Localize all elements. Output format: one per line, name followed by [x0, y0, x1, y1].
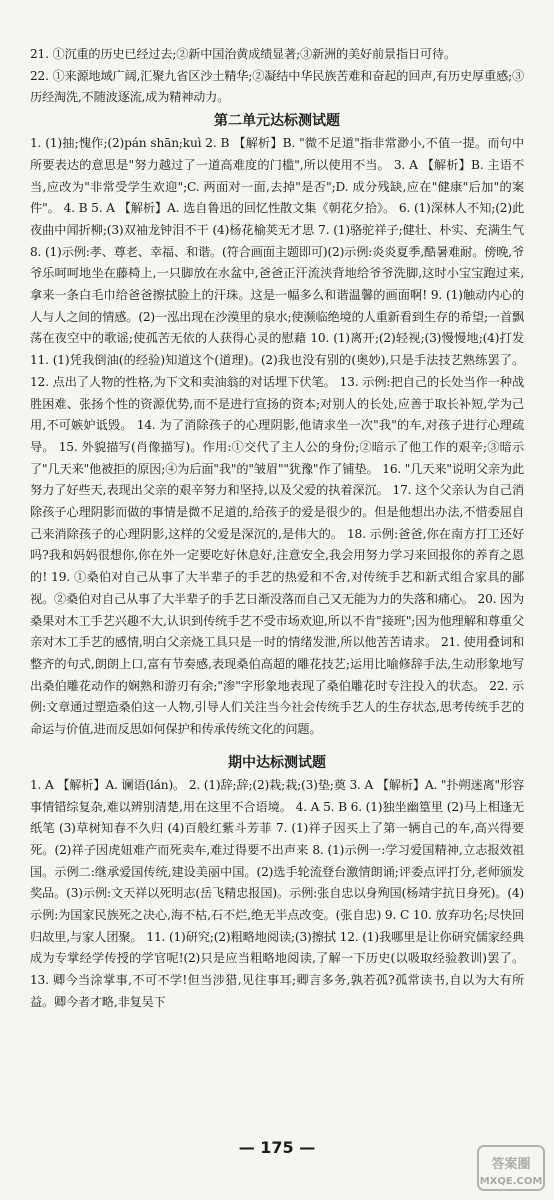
site-watermark-logo — [476, 1144, 546, 1192]
midterm-answers: 1. A 【解析】A. 谰语(lán)。 2. (1)辞;辞;(2)栽;栽;(3)垫;奠 3. A 【解析】A. "扑朔迷离"形容事情错综复杂,难以辨别清楚,用在这里不合语境。 4. A 5. B 6. (1)独坐幽篁里 (2)马上相逢无纸笔 (3)草树知春不久归 (4)百般红紫斗芳菲 7. (1)祥子因买上了第一辆自己的车,高兴得要死。(2)祥子因虎妞难产而死卖车,难过得要不出声来 8. (1)示例一:学习爱国精神,立志报效祖国。示例二:继承爱国传统,建设美丽中国。(2)选手轮流登台激情朗诵;评委点评打分,老师颁发奖品。(3)示例:文天祥以死明志(岳飞精忠报国)。示例:张自忠以身殉国(杨靖宇抗日身死)。(4)示例:为国家民族死之决心,海不枯,石不烂,绝无半点改变。(张自忠) 9. C 10. 放弃功名;尽快回归故里,与家人团聚。 11. (1)研究;(2)粗略地阅读;(3)擦拭 12. (1)我哪里是让你研究儒家经典成为专掌经学传授的学官呢!(2)只是应当粗略地阅读,了解一下历史(以吸取经验教训)罢了。 13. 卿今当涂掌事,不可不学!但当涉猎,见往事耳;卿言多务,孰若孤?孤常读书,自以为大有所益。卿今者才略,非复吴下 — [30, 777, 524, 1009]
answer-22: 22. ①来源地域广阔,汇聚九省区沙土精华;②凝结中华民族苦难和奋起的回声,有历史厚重感;③历经淘洗,不随波逐流,成为精神动力。 — [30, 68, 524, 105]
section-heading-midterm: 期中达标测试题 — [228, 754, 326, 771]
svg-text:答案圈: 答案圈 — [491, 1157, 531, 1172]
answer-21: 21. ①沉重的历史已经过去;②新中国治黄成绩显著;③新洲的美好前景指日可待。 — [30, 47, 456, 61]
section-heading-unit2: 第二单元达标测试题 — [214, 113, 340, 130]
unit2-answers: 1. (1)抽;愧作;(2)pán shān;kuì 2. B 【解析】B. "微不足道"指非常渺小,不值一提。而句中所要表达的意思是"努力越过了一道高难度的门槛",所以使用不当。 3. A 【解析】B. 主语不当,应改为"非常受学生欢迎";C. 两面对一面,去掉"是否";D. 成分残缺,应在"健康"后加"的案件"。 4. B 5. A 【解析】A. 选自鲁迅的回忆性散文集《朝花夕拾》。 6. (1)深林人不知;(2)此夜曲中闻折柳;(3)双袖龙钟泪不干 (4)杨花榆荚无才思 7. (1)骆驼祥子;健壮、朴实、充满生气 8. (1)示例:孝、尊老、幸福、和谐。(符合画面主题即可)(2)示例:炎炎夏季,酷暑难耐。傍晚,爷爷乐呵呵地坐在藤椅上,一只脚放在水盆中,爸爸正汗流浃背地给爷爷洗脚,这时小宝宝跑过来,拿来一条白毛巾给爸爸擦拭脸上的汗珠。这是一幅多么和谐温馨的画面啊! 9. (1)触动内心的人与人之间的情感。(2)一泓出现在沙漠里的泉水;使濒临绝境的人重新看到生存的希望;一首飘荡在夜空中的歌谣;使孤苦无依的人获得心灵的慰藉 10. (1)离开;(2)轻视;(3)慢慢地;(4)打发 11. (1)凭我倒油(的经验)知道这个(道理)。(2)我也没有别的(奥妙),只是手法技艺熟练罢了。 12. 点出了人物的性格,为下文和卖油翁的对话埋下伏笔。 13. 示例:把自己的长处当作一种战胜困难、张扬个性的资源优势,而不是进行宣扬的资本;对别人的长处,应善于取长补短,学为己用,不可嫉妒诋毁。 14. 为了消除孩子的心理阴影,他请求坐一次"我"的车,对孩子进行心理疏导。 15. 外貌描写(肖像描写)。作用:①交代了主人公的身份;②暗示了他工作的艰辛;③暗示了"几天来"他被拒的原因;④为后面"我"的"皱眉""犹豫"作了铺垫。 16. "几天来"说明父亲为此努力了好些天,表现出父亲的艰辛努力和坚持,以及父爱的执着深沉。 17. 这个父亲认为自己消除孩子心理阴影而做的事情是微不足道的,给孩子的爱是很少的。但是他想出办法,不惜委屈自己来消除孩子的心理阴影,这样的父爱是深沉的,是伟大的。 18. 示例:爸爸,你在南方打工还好吗?我和妈妈很想你,你在外一定要吃好休息好,注意安全,我会用努力学习来回报你的养育之恩的! 19. ①桑伯对自己从事了大半辈子的手艺的热爱和不舍,对传统手艺和新式组合家具的鄙视。②桑伯对自己从事了大半辈子的手艺日渐没落而自己又无能为力的失落和痛心。 20. 因为桑果对木工手艺兴趣不大,认识到传统手艺不受市场欢迎,所以不肯"接班";因为他理解和尊重父亲对木工手艺的感情,明白父亲烧工具只是一时的情绪发泄,所以他苦苦请求。 21. 使用叠词和整齐的句式,朗朗上口,富有节奏感,表现桑伯高超的雕花技艺;运用比喻修辞手法,生动形象地写出桑伯雕花动作的娴熟和游刃有余;"渗"字形象地表现了桑伯雕花时专注投入的状态。 22. 示例:文章通过塑造桑伯这一人物,引导人们关注当今社会传统手艺人的生存状态,思考传统手艺的命运与价值,进而反思如何保护和传承传统文化的问题。 — [30, 136, 524, 737]
svg-text:MXQE.COM: MXQE.COM — [479, 1176, 543, 1187]
page-number: — 175 — — [238, 1138, 316, 1157]
